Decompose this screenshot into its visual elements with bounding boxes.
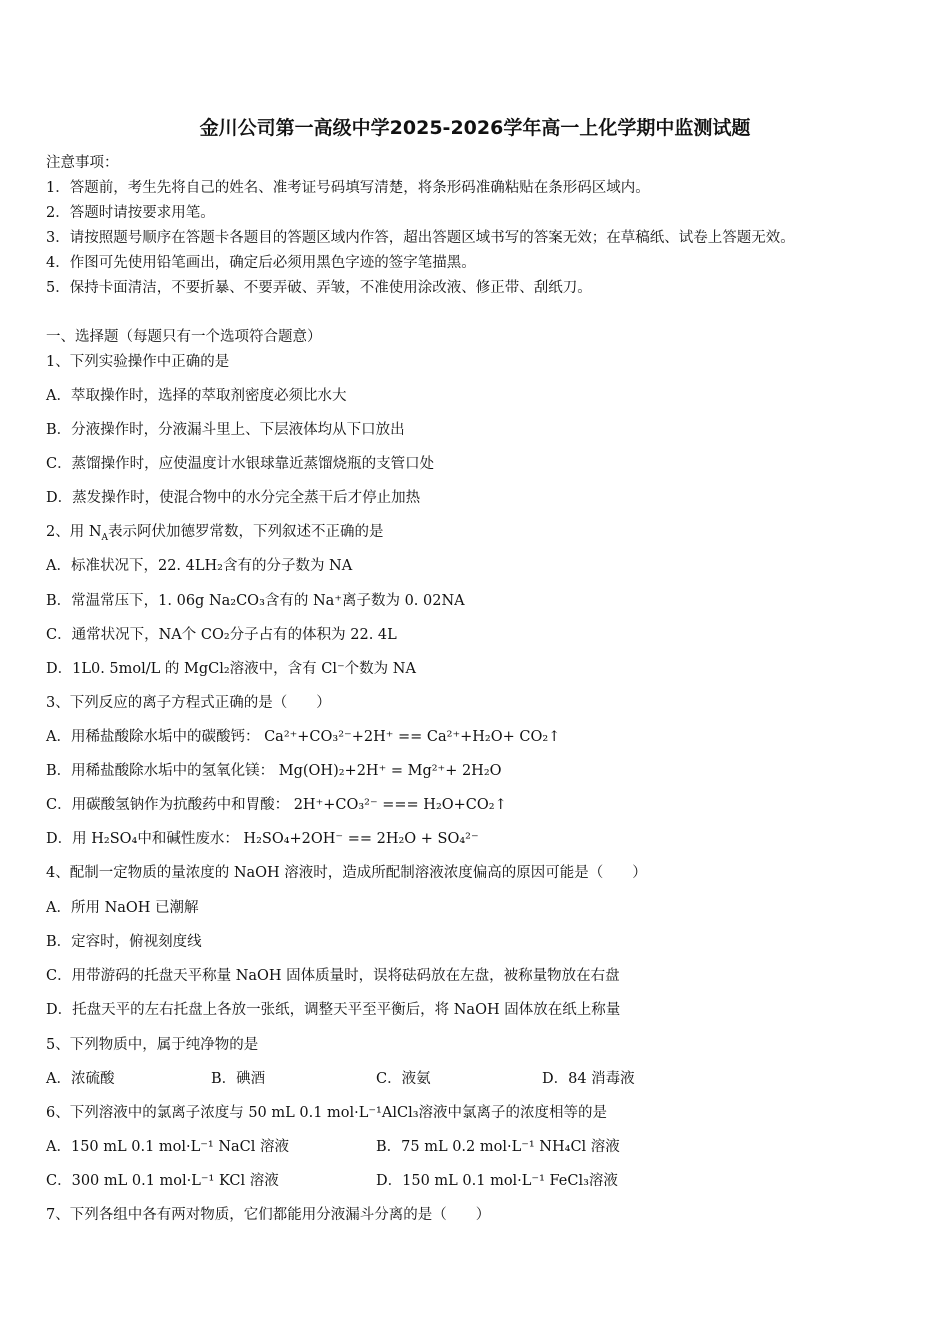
q3-option-a: A．用稀盐酸除水垢中的碳酸钙： Ca²⁺+CO₃²⁻+2H⁺ == Ca²⁺+H₂O+ CO₂↑ bbox=[46, 729, 561, 745]
q2-stem-pre: 2、用 N bbox=[46, 524, 102, 540]
q5-option-c: C．液氨 bbox=[376, 1071, 431, 1087]
notice-item-3: 3．请按照题号顺序在答题卡各题目的答题区域内作答，超出答题区域书写的答案无效；在草稿纸、试卷上答题无效。 bbox=[46, 230, 795, 246]
q3-option-c: C．用碳酸氢钠作为抗酸药中和胃酸： 2H⁺+CO₃²⁻ === H₂O+CO₂↑ bbox=[46, 797, 507, 813]
q1-option-a: A．萃取操作时，选择的萃取剂密度必须比水大 bbox=[46, 388, 347, 404]
q4-option-c: C．用带游码的托盘天平称量 NaOH 固体质量时，误将砝码放在左盘，被称量物放在右盘 bbox=[46, 968, 620, 984]
notice-item-1: 1．答题前，考生先将自己的姓名、准考证号码填写清楚，将条形码准确粘贴在条形码区域内。 bbox=[46, 180, 650, 196]
q5-stem: 5、下列物质中，属于纯净物的是 bbox=[46, 1037, 259, 1053]
q1-stem: 1、下列实验操作中正确的是 bbox=[46, 354, 230, 370]
section-heading: 一、选择题（每题只有一个选项符合题意） bbox=[46, 329, 322, 345]
q2-option-c: C．通常状况下，NA个 CO₂分子占有的体积为 22. 4L bbox=[46, 627, 397, 643]
q6-option-d: D．150 mL 0.1 mol·L⁻¹ FeCl₃溶液 bbox=[376, 1173, 618, 1189]
notice-item-5: 5．保持卡面清洁，不要折暴、不要弄破、弄皱，不准使用涂改液、修正带、刮纸刀。 bbox=[46, 280, 592, 296]
q2-option-d: D．1L0. 5mol/L 的 MgCl₂溶液中，含有 Cl⁻个数为 NA bbox=[46, 661, 416, 677]
q1-option-c: C．蒸馏操作时，应使温度计水银球靠近蒸馏烧瓶的支管口处 bbox=[46, 456, 435, 472]
q3-option-b: B．用稀盐酸除水垢中的氢氧化镁： Mg(OH)₂+2H⁺ = Mg²⁺+ 2H₂O bbox=[46, 763, 502, 779]
notice-heading: 注意事项： bbox=[46, 155, 119, 171]
q6-option-b: B．75 mL 0.2 mol·L⁻¹ NH₄Cl 溶液 bbox=[376, 1139, 620, 1155]
q2-option-b: B．常温常压下，1. 06g Na₂CO₃含有的 Na⁺离子数为 0. 02NA bbox=[46, 593, 465, 609]
q2-stem-sub: A bbox=[101, 532, 109, 543]
q5-option-b: B．碘酒 bbox=[211, 1071, 266, 1087]
q2-option-a: A．标准状况下，22. 4LH₂含有的分子数为 NA bbox=[46, 558, 353, 574]
exam-title: 金川公司第一高级中学2025-2026学年高一上化学期中监测试题 bbox=[199, 117, 751, 139]
q3-stem: 3、下列反应的离子方程式正确的是（ ） bbox=[46, 695, 331, 711]
q6-option-a: A．150 mL 0.1 mol·L⁻¹ NaCl 溶液 bbox=[46, 1139, 290, 1155]
q7-stem: 7、下列各组中各有两对物质，它们都能用分液漏斗分离的是（ ） bbox=[46, 1207, 491, 1223]
q6-option-c: C．300 mL 0.1 mol·L⁻¹ KCl 溶液 bbox=[46, 1173, 279, 1189]
q1-option-b: B．分液操作时，分液漏斗里上、下层液体均从下口放出 bbox=[46, 422, 405, 438]
q3-option-d: D．用 H₂SO₄中和碱性废水： H₂SO₄+2OH⁻ == 2H₂O + SO₄²⁻ bbox=[46, 831, 479, 847]
q4-option-d: D．托盘天平的左右托盘上各放一张纸，调整天平至平衡后，将 NaOH 固体放在纸上称量 bbox=[46, 1002, 621, 1018]
notice-item-2: 2．答题时请按要求用笔。 bbox=[46, 205, 215, 221]
q4-stem: 4、配制一定物质的量浓度的 NaOH 溶液时，造成所配制溶液浓度偏高的原因可能是（ ） bbox=[46, 865, 647, 881]
q1-option-d: D．蒸发操作时，使混合物中的水分完全蒸干后才停止加热 bbox=[46, 490, 421, 506]
q4-option-a: A．所用 NaOH 已潮解 bbox=[46, 900, 199, 916]
notice-item-4: 4．作图可先使用铅笔画出，确定后必须用黑色字迹的签字笔描黑。 bbox=[46, 255, 476, 271]
q2-stem bbox=[46, 520, 384, 541]
q5-option-a: A．浓硫酸 bbox=[46, 1071, 115, 1087]
q4-option-b: B．定容时，俯视刻度线 bbox=[46, 934, 202, 950]
q2-stem-post: 表示阿伏加德罗常数，下列叙述不正确的是 bbox=[108, 524, 384, 540]
q6-stem: 6、下列溶液中的氯离子浓度与 50 mL 0.1 mol·L⁻¹AlCl₃溶液中氯离子的浓度相等的是 bbox=[46, 1105, 608, 1121]
q5-option-d: D．84 消毒液 bbox=[542, 1071, 635, 1087]
